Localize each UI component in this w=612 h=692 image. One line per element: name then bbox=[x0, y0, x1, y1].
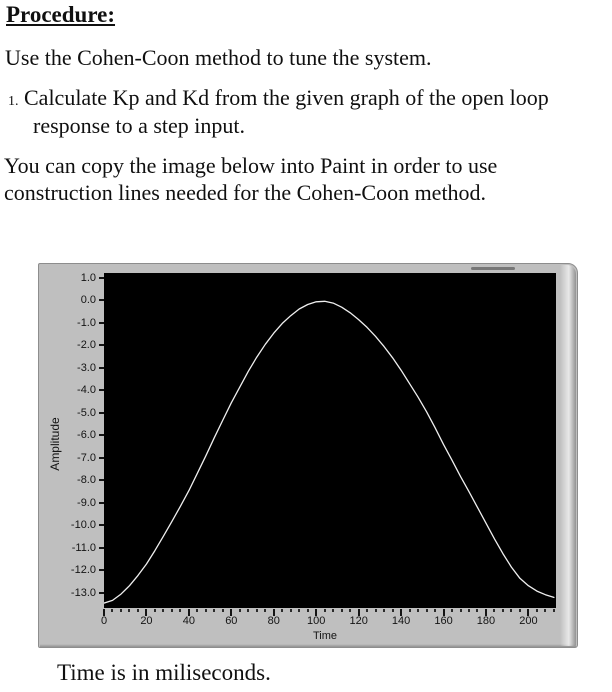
y-tick-label: -7.0 bbox=[77, 451, 96, 464]
x-minor-tick-mark bbox=[476, 609, 478, 612]
y-tick-label: -5.0 bbox=[77, 406, 96, 419]
x-minor-tick-mark bbox=[171, 609, 173, 612]
list-item-line1: Calculate Kp and Kd from the given graph of the open loop bbox=[24, 85, 549, 110]
x-tick-label: 80 bbox=[267, 615, 280, 627]
y-tick-mark bbox=[99, 412, 104, 414]
x-tick-label: 20 bbox=[140, 615, 153, 627]
x-minor-tick-mark bbox=[510, 609, 512, 612]
units-caption: Time is in miliseconds. bbox=[57, 660, 271, 685]
x-minor-tick-mark bbox=[247, 609, 249, 612]
y-tick-label: -4.0 bbox=[77, 384, 96, 397]
x-minor-tick-mark bbox=[264, 609, 266, 612]
x-minor-tick-mark bbox=[239, 609, 241, 612]
x-minor-tick-mark bbox=[154, 609, 156, 612]
page-title bbox=[6, 1, 129, 29]
x-minor-tick-mark bbox=[281, 609, 283, 612]
x-tick-label: 40 bbox=[182, 615, 195, 627]
plot-area bbox=[104, 273, 556, 608]
y-tick-label: 1.0 bbox=[80, 271, 96, 284]
x-minor-tick-mark bbox=[290, 609, 292, 612]
x-axis-title: Time bbox=[312, 630, 338, 642]
y-tick-mark bbox=[99, 569, 104, 571]
y-tick-mark bbox=[99, 479, 104, 481]
x-minor-tick-mark bbox=[332, 609, 334, 612]
x-tick-label: 180 bbox=[476, 615, 496, 627]
y-tick-label: -2.0 bbox=[77, 339, 96, 352]
x-tick-label: 60 bbox=[225, 615, 238, 627]
y-tick-mark bbox=[99, 367, 104, 369]
x-minor-tick-mark bbox=[307, 609, 309, 612]
y-tick-mark bbox=[99, 592, 104, 594]
x-minor-tick-mark bbox=[519, 609, 521, 612]
y-tick-mark bbox=[99, 457, 104, 459]
x-minor-tick-mark bbox=[222, 609, 224, 612]
y-tick-label: -1.0 bbox=[77, 316, 96, 329]
x-minor-tick-mark bbox=[468, 609, 470, 612]
x-minor-tick-mark bbox=[375, 609, 377, 612]
y-tick-label: -8.0 bbox=[77, 474, 96, 487]
y-tick-mark bbox=[99, 389, 104, 391]
x-minor-tick-mark bbox=[536, 609, 538, 612]
y-tick-mark bbox=[99, 502, 104, 504]
x-minor-tick-mark bbox=[383, 609, 385, 612]
x-tick-label: 140 bbox=[391, 615, 411, 627]
x-minor-tick-mark bbox=[298, 609, 300, 612]
plot-legend-artifact bbox=[471, 267, 515, 270]
y-tick-label: -13.0 bbox=[70, 586, 96, 599]
x-minor-tick-mark bbox=[409, 609, 411, 612]
x-tick-label: 120 bbox=[349, 615, 368, 627]
y-tick-mark bbox=[99, 344, 104, 346]
x-minor-tick-mark bbox=[162, 609, 164, 612]
y-tick-mark bbox=[99, 322, 104, 324]
list-item-line2: response to a step input. bbox=[33, 113, 246, 138]
x-minor-tick-mark bbox=[460, 609, 462, 612]
y-tick-label: -3.0 bbox=[77, 361, 96, 374]
x-minor-tick-mark bbox=[544, 609, 546, 612]
waveform-graph-panel bbox=[38, 263, 578, 648]
x-minor-tick-mark bbox=[120, 609, 122, 612]
paint-note-line1: You can copy the image below into Paint in order to use bbox=[4, 153, 498, 178]
list-item-marker: 1. bbox=[8, 94, 19, 109]
paint-note-paragraph bbox=[4, 152, 497, 206]
response-curve-line bbox=[104, 301, 554, 603]
x-minor-tick-mark bbox=[111, 609, 113, 612]
x-minor-tick-mark bbox=[137, 609, 139, 612]
y-tick-mark bbox=[99, 547, 104, 549]
paint-note-line2: construction lines needed for the Cohen-Coon method. bbox=[4, 180, 487, 205]
x-minor-tick-mark bbox=[349, 609, 351, 612]
y-tick-mark bbox=[99, 277, 104, 279]
x-minor-tick-mark bbox=[502, 609, 504, 612]
x-tick-label: 160 bbox=[434, 615, 453, 627]
page-title-text: Procedure: bbox=[6, 2, 116, 27]
list-item-text bbox=[24, 84, 549, 140]
x-minor-tick-mark bbox=[341, 609, 343, 612]
x-minor-tick-mark bbox=[451, 609, 453, 612]
x-minor-tick-mark bbox=[256, 609, 258, 612]
x-minor-tick-mark bbox=[205, 609, 207, 612]
y-tick-label: -9.0 bbox=[77, 496, 96, 509]
x-minor-tick-mark bbox=[417, 609, 419, 612]
y-axis-title: Amplitude bbox=[48, 417, 62, 471]
y-tick-label: -6.0 bbox=[77, 429, 96, 442]
x-minor-tick-mark bbox=[493, 609, 495, 612]
y-tick-label: 0.0 bbox=[80, 294, 96, 307]
x-minor-tick-mark bbox=[366, 609, 368, 612]
x-tick-label: 0 bbox=[100, 615, 108, 627]
x-minor-tick-mark bbox=[179, 609, 181, 612]
y-tick-mark bbox=[99, 434, 104, 436]
x-minor-tick-mark bbox=[434, 609, 436, 612]
intro-paragraph: Use the Cohen-Coon method to tune the system. bbox=[5, 45, 432, 70]
x-minor-tick-mark bbox=[553, 609, 555, 612]
x-minor-tick-mark bbox=[324, 609, 326, 612]
list-item-1 bbox=[8, 84, 549, 140]
x-tick-label: 200 bbox=[519, 615, 538, 627]
x-minor-tick-mark bbox=[128, 609, 130, 612]
y-tick-mark bbox=[99, 524, 104, 526]
step-response-curve bbox=[104, 273, 556, 608]
y-tick-label: -12.0 bbox=[70, 564, 96, 577]
y-tick-label: -10.0 bbox=[70, 519, 96, 532]
x-minor-tick-mark bbox=[392, 609, 394, 612]
x-minor-tick-mark bbox=[196, 609, 198, 612]
x-tick-label: 100 bbox=[307, 615, 326, 627]
x-minor-tick-mark bbox=[213, 609, 215, 612]
y-tick-mark bbox=[99, 299, 104, 301]
x-minor-tick-mark bbox=[426, 609, 428, 612]
y-tick-label: -11.0 bbox=[71, 541, 96, 554]
